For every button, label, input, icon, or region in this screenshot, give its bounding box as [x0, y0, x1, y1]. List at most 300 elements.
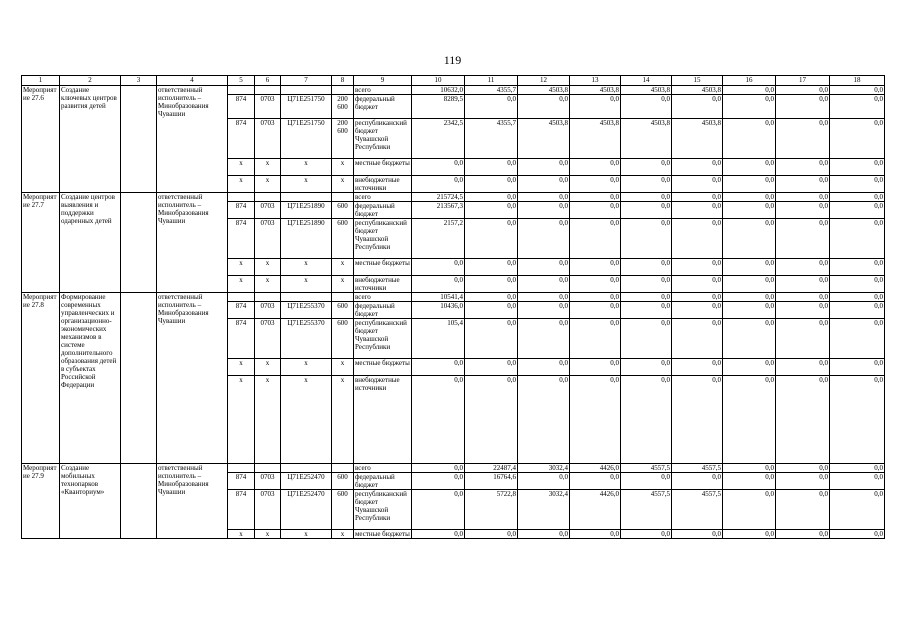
code-rz: x [255, 530, 281, 539]
amount-cell: 0,0 [776, 276, 830, 293]
amount-cell: 0,0 [570, 276, 621, 293]
header-cell: 14 [621, 76, 672, 86]
code-gr: 874 [228, 202, 255, 219]
amount-cell: 0,0 [518, 302, 570, 319]
table-row [22, 86, 885, 95]
code-rz: 0703 [255, 119, 281, 159]
amount-cell: 0,0 [672, 293, 723, 302]
amount-cell: 4557,5 [672, 464, 723, 473]
amount-cell: 0,0 [621, 176, 672, 193]
header-cell: 11 [465, 76, 518, 86]
amount-cell: 0,0 [830, 302, 885, 319]
amount-cell: 4557,5 [672, 490, 723, 530]
funding-source: местные бюджеты [355, 530, 410, 538]
amount-cell: 0,0 [830, 293, 885, 302]
measure-name: Создание ключевых центров развития детей [60, 86, 121, 193]
code-gr [228, 193, 255, 202]
header-cell: 1 [22, 76, 60, 86]
code-rz: x [255, 376, 281, 464]
amount-cell: 0,0 [570, 202, 621, 219]
code-csr: x [281, 259, 332, 276]
header-cell: 5 [228, 76, 255, 86]
amount-cell: 0,0 [830, 119, 885, 159]
amount-cell: 0,0 [570, 319, 621, 359]
header-cell: 6 [255, 76, 281, 86]
code-csr: Ц71Е255370 [281, 302, 332, 319]
amount-cell: 213567,3 [412, 202, 465, 219]
code-vr: x [332, 376, 354, 464]
amount-cell: 0,0 [830, 276, 885, 293]
amount-cell: 0,0 [776, 159, 830, 176]
amount-cell: 0,0 [776, 176, 830, 193]
amount-cell: 0,0 [723, 159, 776, 176]
code-gr: x [228, 259, 255, 276]
amount-cell: 0,0 [465, 176, 518, 193]
amount-cell: 4557,5 [621, 490, 672, 530]
amount-cell: 10541,4 [412, 293, 465, 302]
amount-cell: 22487,4 [465, 464, 518, 473]
code-csr: Ц71Е252470 [281, 473, 332, 490]
amount-cell: 0,0 [465, 376, 518, 464]
goal-cell [121, 193, 157, 293]
code-vr [332, 293, 354, 302]
code-vr: 600 [332, 473, 354, 490]
code-vr [332, 193, 354, 202]
amount-cell: 0,0 [518, 319, 570, 359]
code-rz: 0703 [255, 302, 281, 319]
measure-id: Мероприятие 27.6 [22, 86, 60, 193]
amount-cell: 0,0 [518, 193, 570, 202]
header-cell: 8 [332, 76, 354, 86]
code-gr: x [228, 359, 255, 376]
amount-cell: 0,0 [518, 359, 570, 376]
code-gr: x [228, 530, 255, 539]
code-vr [332, 464, 354, 473]
code-gr: 874 [228, 119, 255, 159]
amount-cell: 0,0 [570, 95, 621, 119]
amount-cell: 4503,8 [570, 119, 621, 159]
goal-cell [121, 86, 157, 193]
code-rz: 0703 [255, 319, 281, 359]
amount-cell: 0,0 [570, 376, 621, 464]
amount-cell: 0,0 [723, 302, 776, 319]
code-vr: 200 600 [332, 95, 354, 119]
amount-cell: 0,0 [465, 293, 518, 302]
code-rz [255, 193, 281, 202]
amount-cell: 0,0 [570, 219, 621, 259]
amount-cell: 10632,0 [412, 86, 465, 95]
amount-cell: 4503,8 [518, 119, 570, 159]
code-gr: 874 [228, 219, 255, 259]
amount-cell: 215724,5 [412, 193, 465, 202]
measure-name: Формирование современных управленческих и организационно-экономических механизмов в системе дополнительного образования детей в субъектах Российской Федерации [60, 293, 121, 464]
funding-source: всего [354, 464, 412, 473]
code-csr: x [281, 359, 332, 376]
amount-cell: 0,0 [830, 259, 885, 276]
funding-source: федеральный бюджет [354, 95, 412, 119]
amount-cell: 4503,8 [672, 119, 723, 159]
code-csr: x [281, 176, 332, 193]
amount-cell: 0,0 [412, 376, 465, 464]
amount-cell: 0,0 [621, 376, 672, 464]
measure-executor: ответственный исполнитель – Минобразования Чувашии [157, 193, 228, 293]
amount-cell: 0,0 [776, 359, 830, 376]
amount-cell: 0,0 [570, 473, 621, 490]
amount-cell: 8289,5 [412, 95, 465, 119]
amount-cell: 5722,8 [465, 490, 518, 530]
amount-cell: 0,0 [412, 259, 465, 276]
amount-cell: 0,0 [776, 530, 830, 539]
amount-cell: 0,0 [465, 95, 518, 119]
measure-name: Создание мобильных технопарков «Кванториум» [60, 464, 121, 539]
amount-cell: 0,0 [723, 376, 776, 464]
code-rz: 0703 [255, 219, 281, 259]
funding-source: местные бюджеты [354, 359, 412, 376]
page-number: 119 [443, 53, 462, 67]
code-vr: x [332, 159, 354, 176]
measure-id: Мероприятие 27.8 [22, 293, 60, 464]
code-csr [281, 464, 332, 473]
amount-cell: 0,0 [672, 376, 723, 464]
header-cell: 17 [776, 76, 830, 86]
amount-cell: 0,0 [621, 302, 672, 319]
amount-cell: 0,0 [723, 95, 776, 119]
code-gr: 874 [228, 473, 255, 490]
code-gr: 874 [228, 302, 255, 319]
amount-cell: 0,0 [723, 490, 776, 530]
amount-cell: 0,0 [723, 293, 776, 302]
amount-cell: 0,0 [723, 359, 776, 376]
code-rz: x [255, 176, 281, 193]
goal-cell [121, 464, 157, 539]
amount-cell: 0,0 [830, 193, 885, 202]
header-cell: 12 [518, 76, 570, 86]
code-vr: x [332, 530, 354, 539]
amount-cell: 0,0 [518, 276, 570, 293]
funding-source: республиканский бюджет Чувашской Республики [354, 490, 412, 530]
code-csr: Ц71Е252470 [281, 490, 332, 530]
amount-cell: 0,0 [672, 473, 723, 490]
amount-cell: 0,0 [621, 276, 672, 293]
code-csr [281, 193, 332, 202]
measure-executor: ответственный исполнитель – Минобразования Чувашии [157, 293, 228, 464]
funding-source: республиканский бюджет Чувашской Республики [354, 119, 412, 159]
amount-cell: 0,0 [465, 319, 518, 359]
amount-cell: 4503,8 [621, 86, 672, 95]
table-row [22, 193, 885, 202]
header-row [22, 76, 885, 86]
amount-cell: 0,0 [621, 473, 672, 490]
amount-cell: 0,0 [412, 276, 465, 293]
amount-cell: 0,0 [723, 473, 776, 490]
amount-cell: 4503,8 [518, 86, 570, 95]
code-gr: x [228, 276, 255, 293]
measure-id: Мероприятие 27.7 [22, 193, 60, 293]
header-cell: 10 [412, 76, 465, 86]
amount-cell: 0,0 [830, 202, 885, 219]
code-vr: 200 600 [332, 119, 354, 159]
code-rz: 0703 [255, 473, 281, 490]
amount-cell: 0,0 [465, 276, 518, 293]
header-cell: 3 [121, 76, 157, 86]
amount-cell: 0,0 [518, 95, 570, 119]
amount-cell: 0,0 [518, 293, 570, 302]
amount-cell: 3032,4 [518, 464, 570, 473]
amount-cell: 0,0 [518, 176, 570, 193]
amount-cell: 4426,0 [570, 490, 621, 530]
code-rz: 0703 [255, 202, 281, 219]
header-cell: 13 [570, 76, 621, 86]
amount-cell: 0,0 [518, 530, 570, 539]
amount-cell: 0,0 [830, 530, 885, 539]
amount-cell: 0,0 [830, 473, 885, 490]
code-rz: x [255, 276, 281, 293]
amount-cell: 105,4 [412, 319, 465, 359]
funding-source: республиканский бюджет Чувашской Республики [354, 219, 412, 259]
table-row [22, 293, 885, 302]
amount-cell: 0,0 [465, 259, 518, 276]
amount-cell: 4355,7 [465, 119, 518, 159]
amount-cell: 0,0 [570, 302, 621, 319]
measure-executor: ответственный исполнитель – Минобразования Чувашии [157, 86, 228, 193]
amount-cell: 0,0 [776, 193, 830, 202]
amount-cell: 4426,0 [570, 464, 621, 473]
amount-cell: 0,0 [570, 293, 621, 302]
header-cell: 16 [723, 76, 776, 86]
amount-cell: 0,0 [465, 302, 518, 319]
funding-source: внебюджетные источники [354, 176, 412, 193]
amount-cell: 0,0 [830, 319, 885, 359]
header-cell: 2 [60, 76, 121, 86]
amount-cell: 0,0 [672, 219, 723, 259]
amount-cell: 0,0 [465, 359, 518, 376]
amount-cell: 0,0 [465, 202, 518, 219]
funding-source: республиканский бюджет Чувашской Республики [354, 319, 412, 359]
amount-cell: 0,0 [465, 530, 518, 539]
amount-cell: 0,0 [518, 259, 570, 276]
measure-name: Создание центров выявления и поддержки одаренных детей [60, 193, 121, 293]
code-csr: Ц71Е251890 [281, 202, 332, 219]
funding-source: федеральный бюджет [354, 302, 412, 319]
amount-cell: 0,0 [518, 202, 570, 219]
amount-cell: 0,0 [776, 293, 830, 302]
amount-cell: 0,0 [776, 302, 830, 319]
header-cell: 9 [354, 76, 412, 86]
amount-cell: 3032,4 [518, 490, 570, 530]
code-vr: x [332, 176, 354, 193]
amount-cell: 0,0 [570, 259, 621, 276]
amount-cell: 0,0 [830, 86, 885, 95]
funding-source: федеральный бюджет [354, 473, 412, 490]
code-csr: x [281, 159, 332, 176]
amount-cell: 4503,8 [570, 86, 621, 95]
code-gr: x [228, 159, 255, 176]
table-row [22, 464, 885, 473]
amount-cell: 0,0 [672, 193, 723, 202]
amount-cell: 0,0 [776, 119, 830, 159]
amount-cell: 4503,8 [672, 86, 723, 95]
amount-cell: 0,0 [672, 359, 723, 376]
amount-cell: 0,0 [776, 490, 830, 530]
funding-source: внебюджетные источники [354, 376, 412, 464]
code-gr: x [228, 376, 255, 464]
amount-cell: 0,0 [412, 359, 465, 376]
code-rz: x [255, 259, 281, 276]
amount-cell: 0,0 [672, 176, 723, 193]
funding-source: всего [354, 193, 412, 202]
amount-cell: 2157,2 [412, 219, 465, 259]
code-csr: x [281, 276, 332, 293]
amount-cell: 0,0 [672, 259, 723, 276]
code-csr [281, 86, 332, 95]
amount-cell: 0,0 [621, 159, 672, 176]
budget-table [21, 75, 885, 539]
amount-cell: 2342,5 [412, 119, 465, 159]
amount-cell: 0,0 [672, 276, 723, 293]
amount-cell: 16764,6 [465, 473, 518, 490]
code-vr [332, 86, 354, 95]
amount-cell: 0,0 [412, 490, 465, 530]
code-rz [255, 293, 281, 302]
funding-source: местные бюджеты [354, 259, 412, 276]
amount-cell: 4557,5 [621, 464, 672, 473]
amount-cell: 0,0 [723, 176, 776, 193]
amount-cell: 0,0 [465, 219, 518, 259]
code-rz: 0703 [255, 95, 281, 119]
amount-cell: 0,0 [621, 359, 672, 376]
amount-cell: 0,0 [412, 464, 465, 473]
amount-cell: 0,0 [570, 359, 621, 376]
amount-cell: 0,0 [672, 319, 723, 359]
amount-cell: 0,0 [570, 530, 621, 539]
amount-cell: 0,0 [723, 319, 776, 359]
amount-cell: 0,0 [776, 473, 830, 490]
amount-cell: 0,0 [723, 119, 776, 159]
amount-cell: 0,0 [830, 159, 885, 176]
amount-cell: 0,0 [672, 202, 723, 219]
amount-cell: 0,0 [518, 473, 570, 490]
code-gr: x [228, 176, 255, 193]
amount-cell: 0,0 [776, 219, 830, 259]
amount-cell: 0,0 [412, 159, 465, 176]
code-gr [228, 464, 255, 473]
amount-cell: 0,0 [776, 376, 830, 464]
amount-cell: 0,0 [570, 193, 621, 202]
code-gr [228, 293, 255, 302]
amount-cell: 0,0 [723, 259, 776, 276]
amount-cell: 0,0 [672, 302, 723, 319]
amount-cell: 0,0 [723, 86, 776, 95]
funding-source: всего [354, 293, 412, 302]
amount-cell: 0,0 [830, 176, 885, 193]
amount-cell: 0,0 [465, 193, 518, 202]
amount-cell: 0,0 [672, 530, 723, 539]
amount-cell: 0,0 [830, 359, 885, 376]
amount-cell: 0,0 [672, 159, 723, 176]
code-rz: x [255, 359, 281, 376]
amount-cell: 0,0 [723, 202, 776, 219]
amount-cell: 0,0 [412, 530, 465, 539]
amount-cell: 0,0 [723, 464, 776, 473]
code-gr: 874 [228, 490, 255, 530]
code-csr: Ц71Е251890 [281, 219, 332, 259]
amount-cell: 0,0 [776, 464, 830, 473]
amount-cell: 0,0 [830, 490, 885, 530]
amount-cell: 0,0 [723, 219, 776, 259]
code-vr: 600 [332, 319, 354, 359]
amount-cell: 0,0 [723, 193, 776, 202]
code-vr: 600 [332, 302, 354, 319]
code-csr: Ц71Е255370 [281, 319, 332, 359]
code-rz [255, 86, 281, 95]
amount-cell: 0,0 [621, 319, 672, 359]
amount-cell: 0,0 [570, 159, 621, 176]
amount-cell: 0,0 [776, 95, 830, 119]
amount-cell: 0,0 [830, 219, 885, 259]
code-csr: Ц71Е251750 [281, 95, 332, 119]
amount-cell: 0,0 [518, 219, 570, 259]
goal-cell [121, 293, 157, 464]
code-rz [255, 464, 281, 473]
amount-cell: 0,0 [621, 202, 672, 219]
code-rz: x [255, 159, 281, 176]
code-gr: 874 [228, 95, 255, 119]
amount-cell: 0,0 [518, 376, 570, 464]
code-vr: 600 [332, 490, 354, 530]
amount-cell: 4355,7 [465, 86, 518, 95]
funding-source: федеральный бюджет [354, 202, 412, 219]
funding-source: внебюджетные источники [354, 276, 412, 293]
amount-cell: 0,0 [830, 376, 885, 464]
code-rz: 0703 [255, 490, 281, 530]
amount-cell: 0,0 [621, 530, 672, 539]
code-vr: x [332, 259, 354, 276]
amount-cell: 0,0 [621, 219, 672, 259]
amount-cell: 0,0 [723, 276, 776, 293]
code-csr [281, 293, 332, 302]
amount-cell: 0,0 [672, 95, 723, 119]
header-cell: 18 [830, 76, 885, 86]
funding-source: всего [354, 86, 412, 95]
measure-executor: ответственный исполнитель – Минобразования Чувашии [157, 464, 228, 539]
amount-cell: 0,0 [621, 259, 672, 276]
header-cell: 15 [672, 76, 723, 86]
amount-cell: 0,0 [830, 95, 885, 119]
amount-cell: 4503,8 [621, 119, 672, 159]
code-vr: x [332, 359, 354, 376]
amount-cell: 0,0 [621, 193, 672, 202]
code-vr: 600 [332, 219, 354, 259]
funding-source: местные бюджеты [354, 159, 412, 176]
amount-cell: 0,0 [465, 159, 518, 176]
code-csr: x [281, 530, 332, 539]
code-gr [228, 86, 255, 95]
amount-cell: 0,0 [570, 176, 621, 193]
code-csr: x [281, 376, 332, 464]
amount-cell: 0,0 [776, 259, 830, 276]
code-vr: x [332, 276, 354, 293]
amount-cell: 0,0 [412, 176, 465, 193]
code-vr: 600 [332, 202, 354, 219]
amount-cell: 0,0 [518, 159, 570, 176]
amount-cell: 0,0 [776, 319, 830, 359]
amount-cell: 0,0 [776, 202, 830, 219]
amount-cell: 0,0 [830, 464, 885, 473]
amount-cell: 0,0 [621, 95, 672, 119]
code-csr: Ц71Е251750 [281, 119, 332, 159]
measure-id: Мероприятие 27.9 [22, 464, 60, 539]
header-cell: 4 [157, 76, 228, 86]
